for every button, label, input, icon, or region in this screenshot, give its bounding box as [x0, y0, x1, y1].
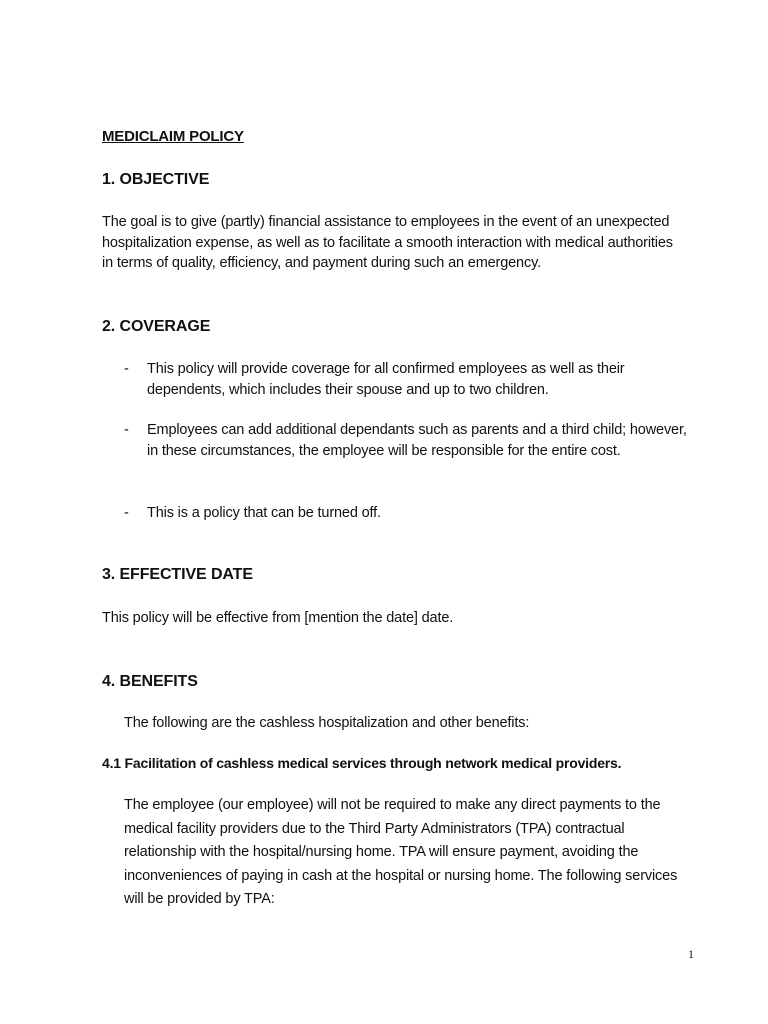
coverage-bullet-text: This is a policy that can be turned off.: [147, 505, 381, 521]
bullet-marker: -: [124, 422, 129, 438]
coverage-bullet-3: [124, 503, 694, 524]
bullet-marker: -: [124, 505, 129, 521]
objective-text: The goal is to give (partly) financial assistance to employees in the event of an unexpected hospitalization expense, as well as to facilitate a smooth interaction with medical authorities in terms of quality, efficiency, and payment during such an emergency.: [102, 214, 673, 272]
coverage-bullet-2: [124, 420, 694, 461]
coverage-bullet-1: [124, 359, 694, 400]
objective-heading: 1. OBJECTIVE: [102, 171, 210, 188]
document-title: MEDICLAIM POLICY: [102, 128, 244, 145]
page-number: 1: [688, 947, 694, 961]
bullet-marker: -: [124, 361, 129, 377]
effective-date-heading: 3. EFFECTIVE DATE: [102, 566, 253, 583]
coverage-bullet-text: This policy will provide coverage for all confirmed employees as well as their dependents, which includes their spouse and up to two children.: [147, 361, 625, 398]
benefits-subsection-heading: 4.1 Facilitation of cashless medical services through network medical providers.: [102, 755, 622, 771]
coverage-heading: 2. COVERAGE: [102, 318, 211, 335]
coverage-bullet-text: Employees can add additional dependants such as parents and a third child; however, in these circumstances, the employee will be responsible for the entire cost.: [147, 422, 687, 459]
benefits-subsection-text: The employee (our employee) will not be required to make any direct payments to the medical facility providers due to the Third Party Administrators (TPA) contractual relationship with the hospital/nursing home. TPA will ensure payment, avoiding the inconveniences of paying in cash at the hospital or nursing home. The following services will be provided by TPA:: [124, 797, 678, 907]
benefits-intro: The following are the cashless hospitalization and other benefits:: [124, 715, 530, 731]
benefits-heading: 4. BENEFITS: [102, 673, 198, 690]
effective-date-text: This policy will be effective from [mention the date] date.: [102, 610, 454, 626]
